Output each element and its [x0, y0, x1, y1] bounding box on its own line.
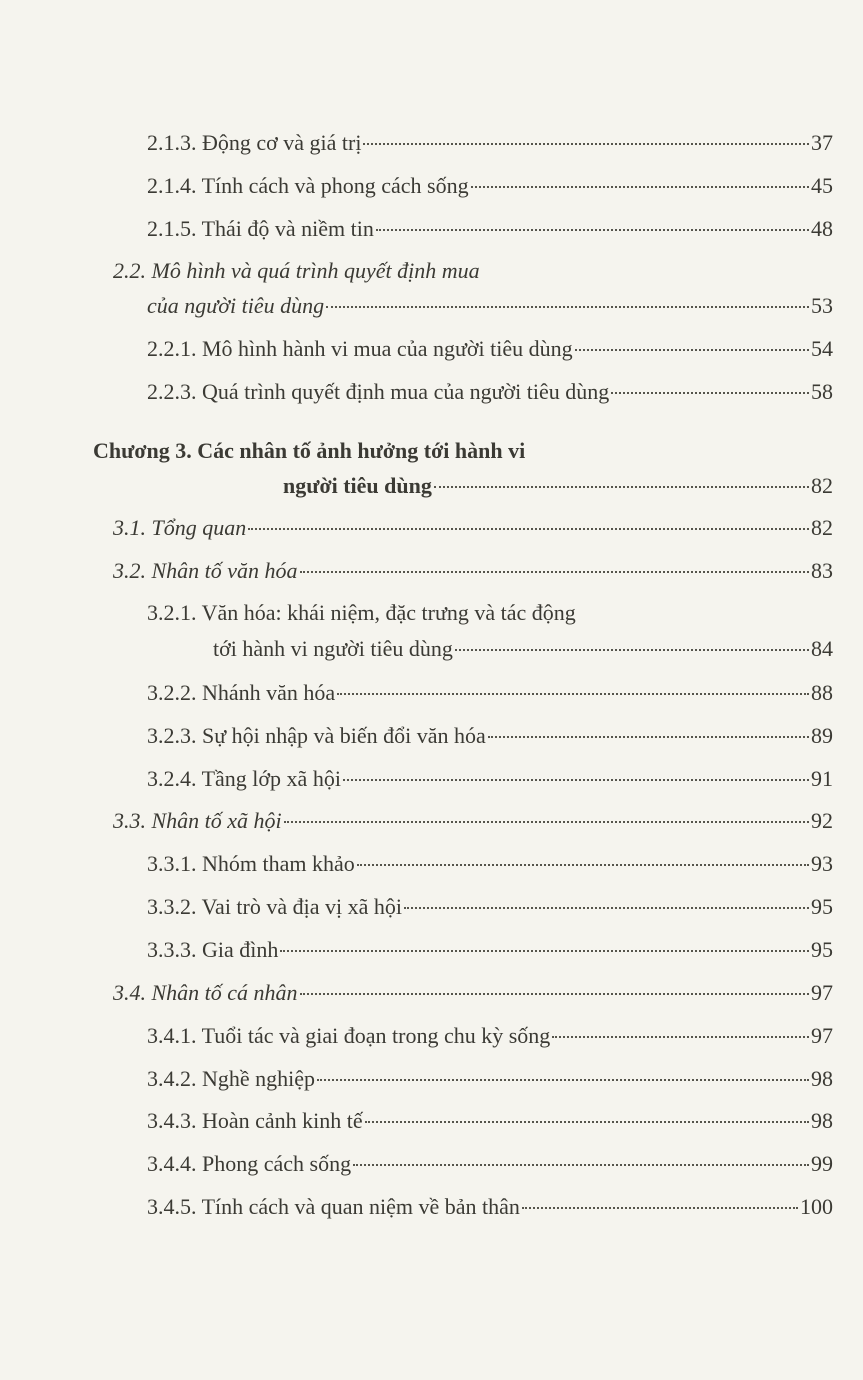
toc-entry-line: [113, 803, 833, 839]
toc-entry-line: [147, 374, 833, 410]
toc-entry-title: 2.1.3. Động cơ và giá trị: [147, 130, 362, 155]
toc-entry-line: [147, 125, 833, 161]
toc-entry: [113, 803, 833, 839]
toc-entry: [147, 125, 833, 161]
toc-entry-line: [113, 553, 833, 589]
dot-leader: [317, 1079, 809, 1081]
toc-entry: [113, 975, 833, 1011]
toc-entry: [147, 675, 833, 711]
toc-entry: [147, 168, 833, 204]
toc-entry: [147, 889, 833, 925]
toc-entry-line: [147, 211, 833, 247]
toc-page-number: 93: [811, 851, 833, 876]
toc-entry: [147, 761, 833, 797]
dot-leader: [343, 779, 809, 781]
toc-entry: [147, 211, 833, 247]
dot-leader: [300, 571, 809, 573]
toc-entry-line: [93, 468, 833, 503]
toc-page-number: 48: [811, 216, 833, 241]
toc-entry: [147, 374, 833, 410]
dot-leader: [488, 736, 809, 738]
toc-entry-title: 3.4.1. Tuổi tác và giai đoạn trong chu kỳ sống: [147, 1023, 551, 1048]
toc-page-number: 98: [811, 1108, 833, 1133]
toc-page-number: 82: [811, 515, 833, 540]
toc-entry-line: [147, 595, 833, 631]
toc-page-number: 95: [811, 937, 833, 962]
toc-entry-title: Chương 3. Các nhân tố ảnh hưởng tới hành vi: [93, 438, 526, 463]
dot-leader: [575, 349, 809, 351]
toc-entry-line: [147, 718, 833, 754]
toc-entry-title: 3.2.4. Tầng lớp xã hội: [147, 766, 341, 791]
toc-entry: [147, 331, 833, 367]
toc-entry-line: [147, 168, 833, 204]
toc-page-number: 45: [811, 173, 833, 198]
toc-entry: [147, 595, 833, 667]
toc-entry: [147, 1061, 833, 1097]
dot-leader: [357, 864, 809, 866]
toc-entry-title: 2.2.3. Quá trình quyết định mua của người tiêu dùng: [147, 379, 610, 404]
toc-page-number: 100: [800, 1194, 833, 1219]
toc-entry-line: [113, 510, 833, 546]
toc-page-number: 97: [811, 1023, 833, 1048]
toc-entry-title: 3.3.1. Nhóm tham khảo: [147, 851, 355, 876]
toc-entry: [113, 553, 833, 589]
toc-page-number: 89: [811, 723, 833, 748]
toc-entry-title: 3.3.3. Gia đình: [147, 937, 279, 962]
toc-entry-title: 3.2. Nhân tố văn hóa: [113, 558, 298, 583]
toc-page-number: 99: [811, 1151, 833, 1176]
toc-entry-line: [147, 846, 833, 882]
toc-entry-title: 2.1.5. Thái độ và niềm tin: [147, 216, 374, 241]
toc-entry: [147, 846, 833, 882]
toc-entry-title: 3.4.5. Tính cách và quan niệm về bản thân: [147, 1194, 520, 1219]
dot-leader: [404, 907, 809, 909]
dot-leader: [337, 693, 809, 695]
dot-leader: [280, 950, 809, 952]
dot-leader: [363, 143, 809, 145]
toc-page-number: 58: [811, 379, 833, 404]
dot-leader: [434, 486, 809, 488]
toc-page-number: 91: [811, 766, 833, 791]
toc-page-number: 88: [811, 680, 833, 705]
toc-entry: [93, 433, 833, 503]
dot-leader: [353, 1164, 809, 1166]
toc-entry-line: [113, 975, 833, 1011]
toc-entry-line: [113, 253, 833, 288]
dot-leader: [284, 821, 809, 823]
dot-leader: [248, 528, 809, 530]
toc-page-number: 83: [811, 558, 833, 583]
toc-entry: [147, 1018, 833, 1054]
toc-entry: [147, 1146, 833, 1182]
toc-entry-title: 3.2.2. Nhánh văn hóa: [147, 680, 336, 705]
toc-page-number: 92: [811, 808, 833, 833]
toc-page-number: 97: [811, 980, 833, 1005]
toc-entry: [147, 1103, 833, 1139]
dot-leader: [455, 649, 809, 651]
toc-page-number: 54: [811, 336, 833, 361]
toc-page-number: 95: [811, 894, 833, 919]
dot-leader: [552, 1036, 809, 1038]
toc-entry-line: [147, 761, 833, 797]
toc-entry-line: [147, 889, 833, 925]
toc-entry-title: tới hành vi người tiêu dùng: [213, 636, 453, 661]
dot-leader: [471, 186, 809, 188]
toc-entry-line: [147, 1061, 833, 1097]
toc-entry-line: [147, 932, 833, 968]
dot-leader: [326, 306, 809, 308]
toc-entry-title: 3.3.2. Vai trò và địa vị xã hội: [147, 894, 402, 919]
toc-entry-title: 3.4.3. Hoàn cảnh kinh tế: [147, 1108, 363, 1133]
toc-entry-title: 2.2.1. Mô hình hành vi mua của người tiêu dùng: [147, 336, 573, 361]
toc-entry-line: [147, 1189, 833, 1225]
toc-entry: [113, 510, 833, 546]
dot-leader: [300, 993, 809, 995]
toc-entry-title: 2.1.4. Tính cách và phong cách sống: [147, 173, 469, 198]
toc-entry-title: của người tiêu dùng: [147, 293, 325, 318]
dot-leader: [522, 1207, 798, 1209]
toc-page-number: 98: [811, 1066, 833, 1091]
toc-page-number: 53: [811, 293, 833, 318]
toc-page-number: 82: [811, 473, 833, 498]
toc-entry-line: [113, 288, 833, 323]
toc-entry-line: [147, 1018, 833, 1054]
toc-entry-line: [147, 675, 833, 711]
toc-entry-title: 3.4.4. Phong cách sống: [147, 1151, 352, 1176]
toc-entry: [113, 253, 833, 323]
toc-entry-title: 3.1. Tổng quan: [113, 515, 247, 540]
toc-entry-title: 3.4. Nhân tố cá nhân: [113, 980, 298, 1005]
toc-entry-line: [147, 1146, 833, 1182]
toc-entry-line: [147, 331, 833, 367]
toc-entry-line: [93, 433, 833, 468]
toc-entry: [147, 1189, 833, 1225]
dot-leader: [611, 392, 809, 394]
toc-entry-title: 3.2.3. Sự hội nhập và biến đổi văn hóa: [147, 723, 486, 748]
toc-page-number: 37: [811, 130, 833, 155]
toc-entry-title: 3.4.2. Nghề nghiệp: [147, 1066, 316, 1091]
toc-entry-line: [147, 631, 833, 667]
toc-entry-title: 3.2.1. Văn hóa: khái niệm, đặc trưng và tác động: [147, 600, 576, 625]
toc-entry: [147, 718, 833, 754]
toc-entry-line: [147, 1103, 833, 1139]
dot-leader: [376, 229, 809, 231]
toc-page-number: 84: [811, 636, 833, 661]
toc-entry-title: người tiêu dùng: [283, 473, 432, 498]
toc-entry-title: 2.2. Mô hình và quá trình quyết định mua: [113, 258, 480, 283]
toc-entry-title: 3.3. Nhân tố xã hội: [113, 808, 282, 833]
dot-leader: [365, 1121, 809, 1123]
toc-entry: [147, 932, 833, 968]
